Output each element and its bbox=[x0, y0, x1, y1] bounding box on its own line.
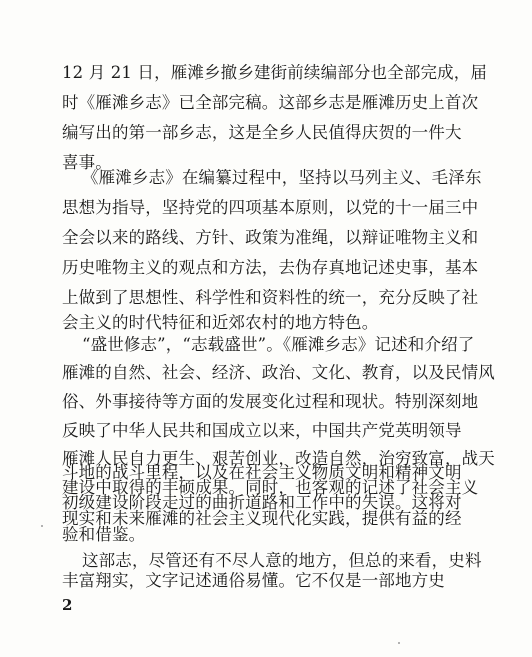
text-line-14: 反映了中华人民共和国成立以来，中国共产党英明领导 bbox=[62, 421, 462, 440]
text-line-7: 全会以来的路线、方针、政策为准绳，以辩证唯物主义和 bbox=[62, 228, 479, 247]
text-line-12: 雁滩的自然、社会、经济、政治、文化、教育，以及民情风 bbox=[62, 363, 495, 382]
scan-speck bbox=[398, 642, 400, 644]
text-line-18: 初级建设阶段走过的曲折道路和工作中的失误。这将对 bbox=[62, 493, 462, 512]
text-line-15: 雁滩人民自力更生、艰苦创业，改造自然，治穷致富，战天 bbox=[62, 449, 495, 468]
text-line-1: 12 月 21 日，雁滩乡撤乡建街前续编部分也全部完成，届 bbox=[62, 63, 488, 82]
text-line-4: 喜事。 bbox=[62, 153, 112, 172]
text-line-19: 现实和未来雁滩的社会主义现代化实践，提供有益的经 bbox=[62, 509, 462, 528]
scan-speck bbox=[41, 525, 43, 527]
text-line-17: 建设中取得的丰硕成果。同时，也客观的记述了社会主义 bbox=[62, 478, 479, 497]
text-line-5: 《雁滩乡志》在编纂过程中，坚持以马列主义、毛泽东 bbox=[82, 168, 482, 187]
text-line-20: 验和借鉴。 bbox=[62, 525, 146, 544]
text-line-21: 这部志，尽管还有不尽人意的地方，但总的来看，史料 bbox=[82, 551, 482, 570]
text-line-9: 上做到了思想性、科学性和资料性的统一，充分反映了社 bbox=[62, 288, 479, 307]
text-line-2: 时《雁滩乡志》已全部完稿。这部乡志是雁滩历史上首次 bbox=[62, 93, 479, 112]
text-line-11: “盛世修志”，“志载盛世”。《雁滩乡志》记述和介绍了 bbox=[82, 335, 475, 354]
page-number: 2 bbox=[62, 596, 73, 614]
text-line-22: 丰富翔实，文字记述通俗易懂。它不仅是一部地方史 bbox=[62, 571, 445, 590]
text-line-8: 历史唯物主义的观点和方法，去伪存真地记述史事，基本 bbox=[62, 258, 479, 277]
text-line-3: 编写出的第一部乡志，这是全乡人民值得庆贺的一件大 bbox=[62, 123, 462, 142]
text-line-6: 思想为指导，坚持党的四项基本原则，以党的十一届三中 bbox=[62, 198, 479, 217]
text-line-16: 斗地的战斗里程，以及在社会主义物质文明和精神文明 bbox=[62, 463, 462, 482]
text-line-13: 俗、外事接待等方面的发展变化过程和现状。特别深刻地 bbox=[62, 392, 479, 411]
text-line-10: 会主义的时代特征和近郊农村的地方特色。 bbox=[62, 313, 379, 332]
